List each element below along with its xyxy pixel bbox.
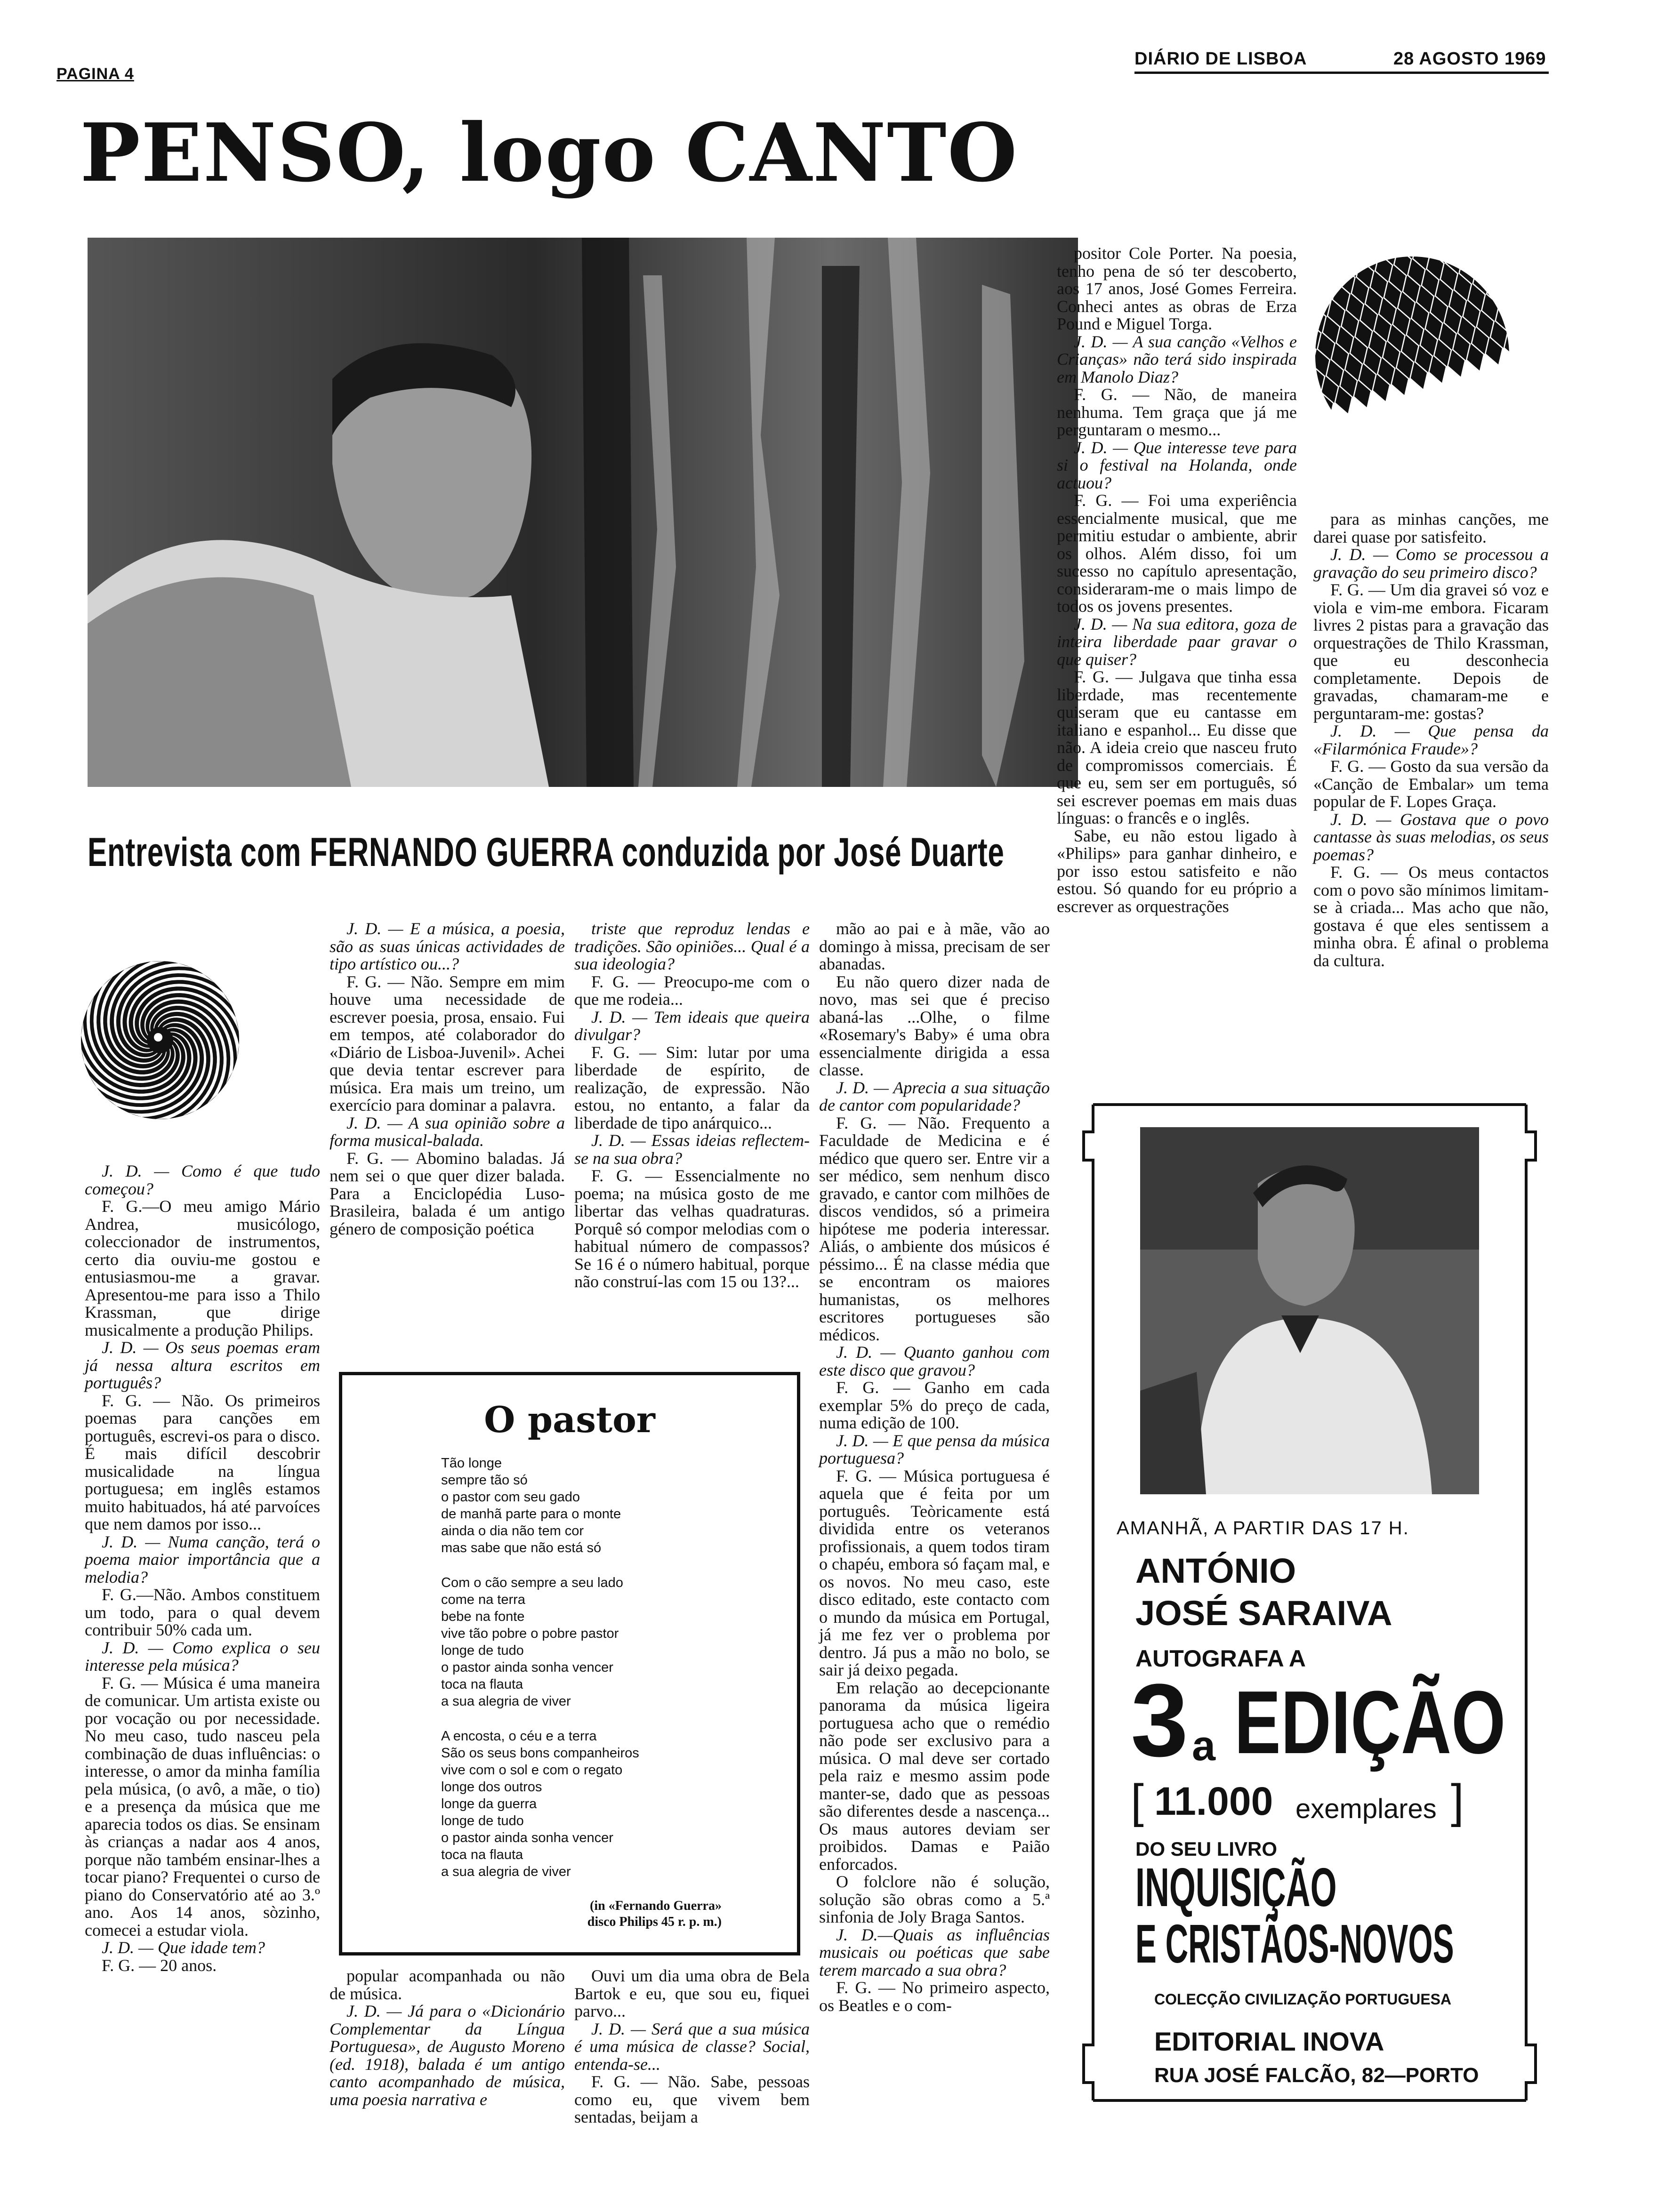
article-subtitle: Entrevista com FERNANDO GUERRA conduzida por José Duarte — [88, 830, 1005, 875]
ad-edition-superscript: a — [1192, 1723, 1216, 1770]
newspaper-name: DIÁRIO DE LISBOA — [1134, 49, 1307, 69]
ad-edition-word: EDIÇÃO — [1234, 1673, 1506, 1772]
interview-answer: mão ao pai e à mãe, vão ao domingo à missa, precisam de ser abanadas. — [819, 919, 1050, 973]
interview-answer: Em relação ao decepcionante panorama da música ligeira portuguesa acho que o remédio não pode ser exclusivo para a música. O mal deve ser cortado pela raiz e mesmo assim pode manter-se, dado que as pessoas são diferentes desde a nascença... Os maus autores deviam ser proibidos. Damas e Paião enforcados. — [819, 1678, 1050, 1874]
interview-question: J. D. — Será que a sua música é uma música de classe? Social, entenda-se... — [574, 2019, 810, 2074]
poem-stanza — [441, 1455, 797, 1556]
interview-answer: Eu não quero dizer nada de novo, mas sei que é preciso abaná-las ...Olhe, o filme «Rosemary's Baby» é uma obra essencialmente dirigida a essa classe. — [819, 972, 1050, 1079]
article-column-2 — [330, 920, 565, 1344]
poem-line: come na terra — [441, 1592, 525, 1607]
poem-stanza — [441, 1728, 797, 1880]
poem-stanza — [441, 1574, 797, 1710]
spiral-graphic — [80, 960, 240, 1120]
article-column-5 — [1057, 245, 1297, 1050]
poem-line: de manhã parte para o monte — [441, 1507, 621, 1522]
poem-line: a sua alegria de viver — [441, 1694, 571, 1709]
interview-question: J. D. — Os seus poemas eram já nessa altura escritos em português? — [85, 1338, 320, 1392]
poem-line: toca na flauta — [441, 1847, 523, 1862]
interview-question: J. D. — Que interesse teve para si o festival na Holanda, onde actuou? — [1057, 438, 1297, 492]
poem-line: São os seus bons companheiros — [441, 1746, 639, 1761]
poem-line: longe de tudo — [441, 1813, 524, 1828]
page-number: PAGINA 4 — [56, 65, 134, 83]
interview-question: J. D. — Como explica o seu interesse pela música? — [85, 1638, 320, 1675]
interview-answer: F. G.—O meu amigo Mário Andrea, musicólogo, coleccionador de instrumentos, certo dia ouviu-me gostou e entusiasmou-me a gravar. Apresentou-me para isso a Thilo Krassman, que dirige musicalmente a produção Philips. — [85, 1197, 320, 1339]
poem-line: mas sabe que não está só — [441, 1540, 602, 1555]
article-column-4 — [819, 920, 1050, 2101]
ad-author-line-1: ANTÓNIO — [1135, 1551, 1296, 1590]
interview-answer: F. G. — Não, de maneira nenhuma. Tem graça que já me perguntaram o mesmo... — [1057, 385, 1297, 439]
interview-answer: Ouvi um dia uma obra de Bela Bartok e eu, que sou eu, fiquei parvo... — [574, 1966, 810, 2020]
poem-line: o pastor com seu gado — [441, 1490, 580, 1505]
interview-answer: F. G. — Um dia gravei só voz e viola e vim-me embora. Ficaram livres 2 pistas para a gravação das orquestrações de Thilo Krassman, que eu desconhecia completamente. Depois de gravadas, chamaram-me e perguntaram-me: gostas? — [1313, 580, 1549, 723]
interview-question: triste que reproduz lendas e tradições. São opiniões... Qual é a sua ideologia? — [574, 919, 810, 973]
interview-question: J. D. — A sua canção «Velhos e Crianças» não terá sido inspirada em Manolo Diaz? — [1057, 332, 1297, 386]
poem-line: vive com o sol e com o regato — [441, 1763, 623, 1778]
ad-book-title-2: E CRISTÃOS-NOVOS — [1135, 1913, 1454, 1974]
interview-answer: F. G. — Não. Sempre em mim houve uma necessidade de escrever poesia, prosa, ensaio. Fui em tempos, até colaborador do «Diário de Lisboa-Juvenil». Achei que devia tentar escrever para música. Era mais um treino, um exercício para dominar a palavra. — [330, 972, 565, 1114]
poem-line: longe de tudo — [441, 1643, 524, 1658]
interview-answer: F. G. — Preocupo-me com o que me rodeia... — [574, 972, 810, 1009]
poem-line: longe dos outros — [441, 1779, 542, 1795]
poem-line: Com o cão sempre a seu lado — [441, 1575, 623, 1590]
interview-answer: F. G. — Foi uma experiência essencialmente musical, que me permitiu estudar o ambiente, abrir os olhos. Além disso, foi um sucesso no capítulo apresentação, consideraram-me o mais limpo de todos os jovens presentes. — [1057, 491, 1297, 616]
interview-answer: F. G. — Sim: lutar por uma liberdade de espírito, de realização, de expressão. Não estou, no entanto, a falar da liberdade de tipo anárquico... — [574, 1042, 810, 1132]
header-rule — [1134, 72, 1549, 74]
ad-edition-number: 3 — [1131, 1662, 1189, 1778]
ad-copies-bracket-close: ] — [1451, 1775, 1464, 1827]
poem-box — [339, 1372, 800, 1956]
interview-answer: F. G. — Ganho em cada exemplar 5% do preço de cada, numa edição de 100. — [819, 1378, 1050, 1432]
interview-answer: Sabe, eu não estou ligado à «Philips» para ganhar dinheiro, e por isso estou satisfeito e não estou. Só quando for eu próprio a escrever as orquestrações — [1057, 826, 1297, 916]
main-photo — [88, 238, 1078, 787]
poem-line: A encosta, o céu e a terra — [441, 1729, 597, 1744]
page-title: PENSO, logo CANTO — [80, 106, 1018, 200]
article-column-3 — [574, 920, 810, 1344]
interview-question: J. D. — Como é que tudo começou? — [85, 1162, 320, 1198]
poem-line: toca na flauta — [441, 1677, 523, 1692]
interview-answer: F. G. — Não. Sabe, pessoas como eu, que vivem bem sentadas, beijam a — [574, 2072, 810, 2126]
interview-question: J. D. — Como se processou a gravação do seu primeiro disco? — [1313, 545, 1549, 582]
interview-answer: F. G. — Julgava que tinha essa liberdade, mas recentemente quiseram que eu cantasse em italiano e espanhol... Eu disse que não. A ideia creio que nasceu fruto de compromissos comerciais. É que eu, sem ser em português, só sei escrever poemas em mais duas línguas: o francês e o inglês. — [1057, 667, 1297, 827]
interview-question: J. D. — Tem ideais que queira divulgar? — [574, 1007, 810, 1044]
interview-question: J. D. — Gostava que o povo cantasse às suas melodias, os seus poemas? — [1313, 809, 1549, 864]
article-column-1 — [85, 1162, 320, 2104]
interview-question: J. D. — A sua opinião sobre a forma musical-balada. — [330, 1113, 565, 1150]
ad-address: RUA JOSÉ FALCÃO, 82—PORTO — [1154, 2064, 1479, 2087]
poem-line: Tão longe — [441, 1456, 502, 1471]
interview-answer: F. G. — Não. Os primeiros poemas para canções em português, escrevi-os para o disco. É mais difícil descobrir musicalidade na língua portuguesa; em inglês estamos muito habituados, há até parvoíces que nem damos por isso... — [85, 1391, 320, 1533]
poem-text — [441, 1455, 797, 1880]
interview-answer: F. G. — Não. Frequento a Faculdade de Medicina e é médico que quero ser. Entre vir a ser médico, sem nenhum disco gravado, e cantor com milhões de discos vendidos, só a primeira hipótese me poderia interessar. Aliás, o ambiente dos músicos é péssimo... É na classe média que se encontram os maiores humanistas, os melhores escritores portugueses são médicos. — [819, 1113, 1050, 1344]
interview-question: J. D. — Aprecia a sua situação de cantor com popularidade? — [819, 1078, 1050, 1114]
interview-answer: positor Cole Porter. Na poesia, tenho pena de só ter descoberto, aos 17 anos, José Gomes Ferreira. Conheci antes as obras de Erza Pound e Miguel Torga. — [1057, 244, 1297, 333]
article-column-6 — [1313, 511, 1549, 1052]
interview-question: J. D. — Na sua editora, goza de inteira liberdade paar gravar o que quiser? — [1057, 614, 1297, 669]
ad-copies-word: exemplares — [1295, 1794, 1437, 1824]
interview-answer: F. G. — Abomino baladas. Já nem sei o que quer dizer balada. Para a Enciclopédia Luso-Brasileira, balada é um antigo género de composição poética — [330, 1148, 565, 1238]
ad-copies-bracket-open: [ — [1131, 1775, 1144, 1827]
interview-answer: F. G. — Os meus contactos com o povo são mínimos limitam-se à criada... Mas acho que não, gostava é que eles sentissem a minha obra. É afinal o problema da cultura. — [1313, 863, 1549, 970]
interview-answer: popular acompanhada ou não de música. — [330, 1966, 565, 2003]
ad-book-title-1: INQUISIÇÃO — [1135, 1857, 1337, 1918]
poem-line: vive tão pobre o pobre pastor — [441, 1626, 619, 1641]
poem-credit — [342, 1898, 722, 1930]
interview-question: J. D. — E que pensa da música portuguesa? — [819, 1431, 1050, 1467]
poem-line: bebe na fonte — [441, 1609, 525, 1624]
interview-question: J. D. — Essas ideias reflectem-se na sua obra? — [574, 1131, 810, 1168]
diamond-pattern-graphic — [1313, 254, 1511, 457]
interview-question: J. D. — Que pensa da «Filarmónica Fraude»? — [1313, 721, 1549, 758]
interview-question: J. D. — E a música, a poesia, são as suas únicas actividades de tipo artístico ou...? — [330, 919, 565, 973]
poem-credit-line-2: disco Philips 45 r. p. m.) — [587, 1915, 722, 1929]
ad-publisher: EDITORIAL INOVA — [1154, 2027, 1384, 2056]
poem-line: sempre tão só — [441, 1473, 528, 1488]
ad-autografa: AUTOGRAFA A — [1135, 1645, 1306, 1672]
article-column-7 — [330, 1966, 565, 2109]
interview-answer: F. G. — Música portuguesa é aquela que é feita por um português. Teòricamente está dividida entre os veteranos profissionais, a quem todos tiram o chapéu, embora só façam mal, e os novos. No meu caso, este disco editado, este contacto com o mundo da música em Portugal, já me fez ver o problema por dentro. Já pus a mão no bolo, se sair já deixo pegada. — [819, 1466, 1050, 1679]
poem-line: a sua alegria de viver — [441, 1864, 571, 1879]
interview-answer: para as minhas canções, me darei quase por satisfeito. — [1313, 510, 1549, 546]
interview-answer: F. G.—Não. Ambos constituem um todo, para o qual devem contribuir 50% cada um. — [85, 1585, 320, 1639]
ad-copies-number: 11.000 — [1154, 1779, 1273, 1823]
poem-line: ainda o dia não tem cor — [441, 1523, 584, 1539]
interview-question: J. D. — Quanto ganhou com este disco que gravou? — [819, 1343, 1050, 1379]
ad-collection: COLECÇÃO CIVILIZAÇÃO PORTUGUESA — [1154, 1991, 1452, 2008]
interview-question: J. D. — Já para o «Dicionário Complementar da Língua Portuguesa», de Augusto Moreno (ed. 1918), balada é um antigo canto acompanhado de música, uma poesia narrativa e — [330, 2002, 565, 2109]
poem-line: longe da guerra — [441, 1796, 537, 1811]
ad-book-intro: DO SEU LIVRO — [1135, 1838, 1278, 1860]
interview-answer: F. G. — Música é uma maneira de comunicar. Um artista existe ou por vocação ou por necessidade. No meu caso, tudo nasceu pela combinação de duas influências: o interesse, o amor da minha família pela música, (o avô, a mãe, o tio) e a presença da música que me aparecia todos os dias. Se ensinam às crianças a nadar aos 4 anos, porque não também ensinar-lhes a tocar piano? Frequentei o curso de piano do Conservatório até ao 3.º ano. Aos 14 anos, sòzinho, comecei a estudar viola. — [85, 1673, 320, 1940]
issue-date: 28 AGOSTO 1969 — [1393, 49, 1546, 69]
book-advertisement — [1074, 1104, 1545, 2101]
interview-question: J. D. — Que idade tem? — [102, 1938, 265, 1957]
interview-question: J. D. — Numa canção, terá o poema maior importância que a melodia? — [85, 1532, 320, 1587]
interview-answer: F. G. — Essencialmente no poema; na música gosto de me libertar das velhas quadraturas. Porquê só compor melodias com o habitual número de compassos? Se 16 é o número habitual, porque não construí-las com 15 ou 13?... — [574, 1166, 810, 1291]
interview-answer: F. G. — Gosto da sua versão da «Canção de Embalar» um tema popular de F. Lopes Graça. — [1313, 757, 1549, 811]
article-column-8 — [574, 1966, 810, 2126]
ad-time: AMANHÃ, A PARTIR DAS 17 H. — [1117, 1518, 1409, 1539]
poem-line: o pastor ainda sonha vencer — [441, 1830, 613, 1845]
poem-title: O pastor — [484, 1399, 655, 1441]
poem-credit-line-1: (in «Fernando Guerra» — [590, 1899, 722, 1913]
interview-question: J. D.—Quais as influências musicais ou poéticas que sabe terem marcado a sua obra? — [819, 1925, 1050, 1980]
poem-line: o pastor ainda sonha vencer — [441, 1660, 613, 1675]
interview-answer: F. G. — No primeiro aspecto, os Beatles e o com- — [819, 1978, 1050, 2015]
interview-answer: O folclore não é solução, solução são obras como a 5.ª sinfonia de Joly Braga Santos. — [819, 1872, 1050, 1926]
ad-author-line-2: JOSÉ SARAIVA — [1135, 1594, 1392, 1633]
author-photo — [1140, 1127, 1479, 1494]
interview-answer: F. G. — 20 anos. — [102, 1956, 217, 1975]
